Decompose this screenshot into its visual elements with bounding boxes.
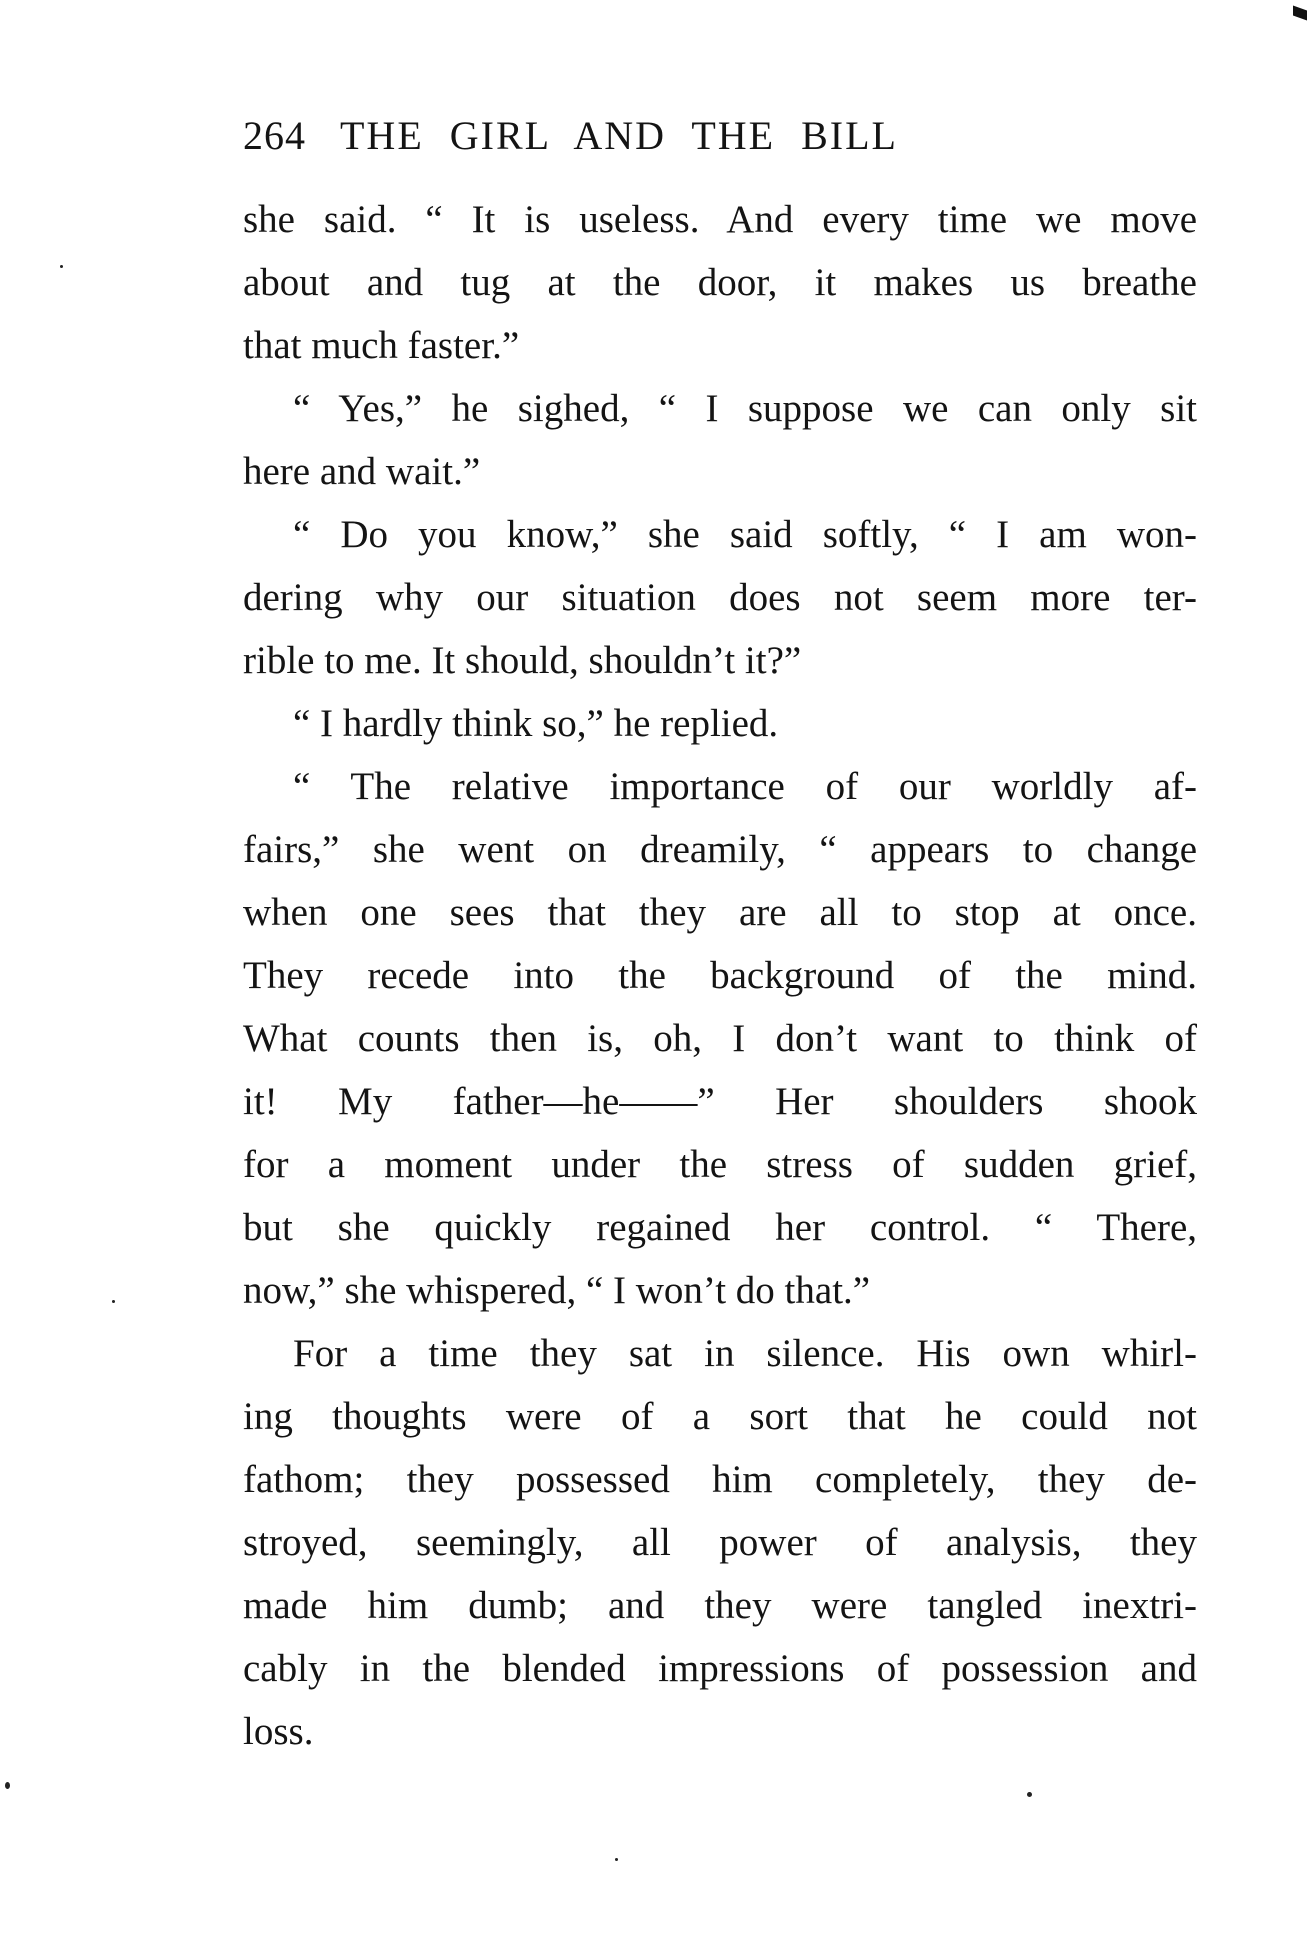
text-line: about and tug at the door, it makes us breathe <box>243 261 1197 304</box>
text-line: “ Yes,” he sighed, “ I suppose we can only sit <box>293 387 1197 430</box>
scan-corner-mark <box>1293 5 1307 20</box>
text-line: rible to me. It should, shouldn’t it?” <box>243 639 802 682</box>
page-number: 264 <box>243 113 306 158</box>
running-header <box>243 112 1073 159</box>
scan-speck <box>5 1782 10 1789</box>
text-line: cably in the blended impressions of possession and <box>243 1647 1197 1690</box>
text-line: What counts then is, oh, I don’t want to think of <box>243 1017 1197 1060</box>
text-line: she said. “ It is useless. And every time we move <box>243 198 1197 241</box>
scan-speck <box>112 1300 115 1303</box>
text-line: “ I hardly think so,” he replied. <box>293 702 779 745</box>
text-line: but she quickly regained her control. “ There, <box>243 1206 1197 1249</box>
scan-speck <box>1027 1792 1032 1797</box>
text-line: ing thoughts were of a sort that he could not <box>243 1395 1197 1438</box>
text-line: They recede into the background of the mind. <box>243 954 1197 997</box>
page-body-text <box>243 188 1197 1763</box>
text-line: fathom; they possessed him completely, they de- <box>243 1458 1197 1501</box>
text-line: “ The relative importance of our worldly af- <box>293 765 1197 808</box>
text-line: when one sees that they are all to stop at once. <box>243 891 1197 934</box>
text-line: that much faster.” <box>243 324 520 367</box>
text-line: “ Do you know,” she said softly, “ I am won- <box>293 513 1197 556</box>
text-line: made him dumb; and they were tangled inextri- <box>243 1584 1197 1627</box>
text-line: fairs,” she went on dreamily, “ appears to change <box>243 828 1197 871</box>
scan-speck <box>615 1858 618 1861</box>
text-line: dering why our situation does not seem more ter- <box>243 576 1197 619</box>
text-line: here and wait.” <box>243 450 481 493</box>
text-line: now,” she whispered, “ I won’t do that.” <box>243 1269 871 1312</box>
text-line: loss. <box>243 1710 314 1753</box>
text-line: it! My father—he——” Her shoulders shook <box>243 1080 1197 1123</box>
text-line: for a moment under the stress of sudden grief, <box>243 1143 1197 1186</box>
text-line: stroyed, seemingly, all power of analysis, they <box>243 1521 1197 1564</box>
text-line: For a time they sat in silence. His own whirl- <box>293 1332 1197 1375</box>
scan-speck <box>60 265 63 268</box>
running-title: THE GIRL AND THE BILL <box>340 113 898 158</box>
